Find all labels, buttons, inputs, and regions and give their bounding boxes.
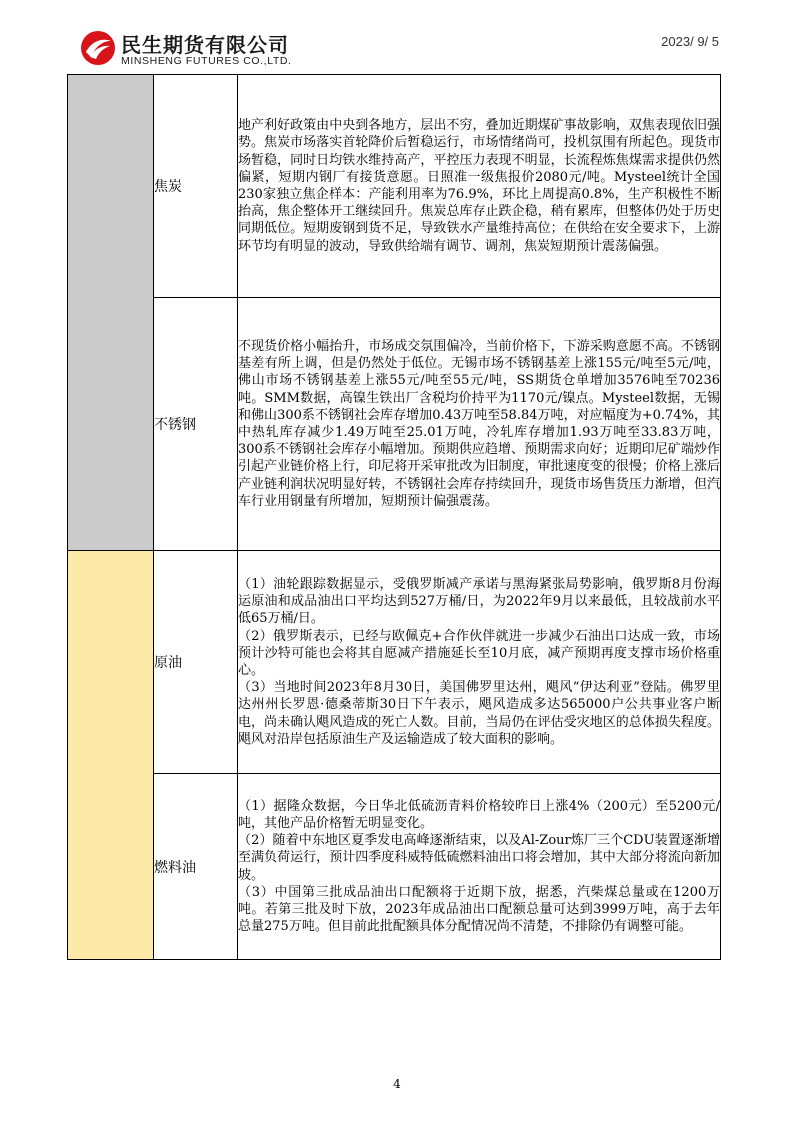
table-row xyxy=(68,551,721,774)
page-number: 4 xyxy=(393,1077,401,1091)
product-commentary xyxy=(238,75,721,298)
commentary-paragraph: 地产利好政策由中央到各地方，层出不穷，叠加近期煤矿事故影响，双焦表现依旧强势。焦炭市场落实首轮降价后暂稳运行，市场情绪尚可，投机氛围有所起色。现货市场暂稳，同时日均铁水维持高产，平控压力表现不明显，长流程炼焦煤需求提供仍然偏紧，短期内钢厂有接货意愿。日照准一级焦报价2080元/吨。Mysteel统计全国230家独立焦企样本：产能利用率为76.9%，环比上周提高0.8%，生产积极性不断抬高，焦企整体开工继续回升。焦炭总库存止跌企稳，稍有累库，但整体仍处于历史同期低位。短期废钢到货不足，导致铁水产量维持高位；在供给在安全要求下，上游环节均有明显的波动，导致供给端有调节、调剂，焦炭短期预计震荡偏强。 xyxy=(238,118,720,254)
commodity-table xyxy=(67,74,721,960)
report-date: 2023/ 9/ 5 xyxy=(661,34,719,49)
commentary-paragraph: （1）据隆众数据，今日华北低硫沥青料价格较昨日上涨4%（200元）至5200元/吨，其他产品价格暂无明显变化。 xyxy=(238,798,720,831)
minsheng-logo-icon xyxy=(80,30,116,66)
product-name: 不锈钢 xyxy=(154,298,238,551)
product-name: 焦炭 xyxy=(154,75,238,298)
table-row xyxy=(68,774,721,960)
commentary-paragraph: （2）随着中东地区夏季发电高峰逐渐结束，以及Al-Zour炼厂三个CDU装置逐渐增至满负荷运行，预计四季度科威特低硫燃料油出口将会增加，其中大部分将流向新加坡。 xyxy=(238,833,720,883)
company-name-cn: 民生期货有限公司 xyxy=(121,33,289,57)
product-commentary xyxy=(238,551,721,774)
commentary-paragraph: （2）俄罗斯表示，已经与欧佩克+合作伙伴就进一步减少石油出口达成一致，市场预计沙特可能也会将其自愿减产措施延长至10月底，减产预期再度支撑市场价格重心。 xyxy=(238,628,720,678)
table-row xyxy=(68,75,721,298)
table-row xyxy=(68,298,721,551)
product-commentary xyxy=(238,298,721,551)
page-header xyxy=(0,0,794,75)
commentary-paragraph: （3）中国第三批成品油出口配额将于近期下放，据悉，汽柴煤总量或在1200万吨。若第三批及时下放，2023年成品油出口配额总量可达到3999万吨，高于去年总量275万吨。但目前此批配额具体分配情况尚不清楚，不排除仍有调整可能。 xyxy=(238,884,720,935)
commentary-paragraph: 不现货价格小幅抬升，市场成交氛围偏冷，当前价格下，下游采购意愿不高。不锈钢基差有所上调，但是仍然处于低位。无锡市场不锈钢基差上涨155元/吨至5元/吨，佛山市场不锈钢基差上涨55元/吨至55元/吨，SS期货仓单增加3576吨至70236吨。SMM数据，高镍生铁出厂含税均价持平为1170元/镍点。Mysteel数据，无锡和佛山300系不锈钢社会库存增加0.43万吨至58.84万吨，对应幅度为+0.74%，其中热轧库存减少1.49万吨至25.01万吨，冷轧库存增加1.93万吨至33.83万吨，300系不锈钢社会库存小幅增加。预期供应趋增、预期需求向好；近期印尼矿端炒作引起产业链价格上行，印尼将开采审批改为旧制度，审批速度变的很慢；价格上涨后产业链利润状况明显好转，不锈钢社会库存持续回升，现货市场售货压力渐增，但汽车行业用钢量有所增加，短期预计偏强震荡。 xyxy=(238,338,720,509)
product-commentary xyxy=(238,774,721,960)
product-name: 燃料油 xyxy=(154,774,238,960)
product-name: 原油 xyxy=(154,551,238,774)
sector-cell-energy xyxy=(68,551,154,960)
company-name-en: MINSHENG FUTURES CO.,LTD. xyxy=(121,55,292,67)
commentary-paragraph: （3）当地时间2023年8月30日，美国佛罗里达州，飓风“伊达利亚”登陆。佛罗里达州州长罗恩·德桑蒂斯30日下午表示，飓风造成多达565000户公共事业客户断电，尚未确认飓风造成的死亡人数。目前，当局仍在评估受灾地区的总体损失程度。飓风对沿岸包括原油生产及运输造成了较大面积的影响。 xyxy=(238,680,720,747)
commentary-paragraph: （1）油轮跟踪数据显示，受俄罗斯减产承诺与黑海紧张局势影响，俄罗斯8月份海运原油和成品油出口平均达到527万桶/日，为2022年9月以来最低，且较战前水平低65万桶/日。 xyxy=(238,576,720,627)
sector-cell-black xyxy=(68,75,154,551)
